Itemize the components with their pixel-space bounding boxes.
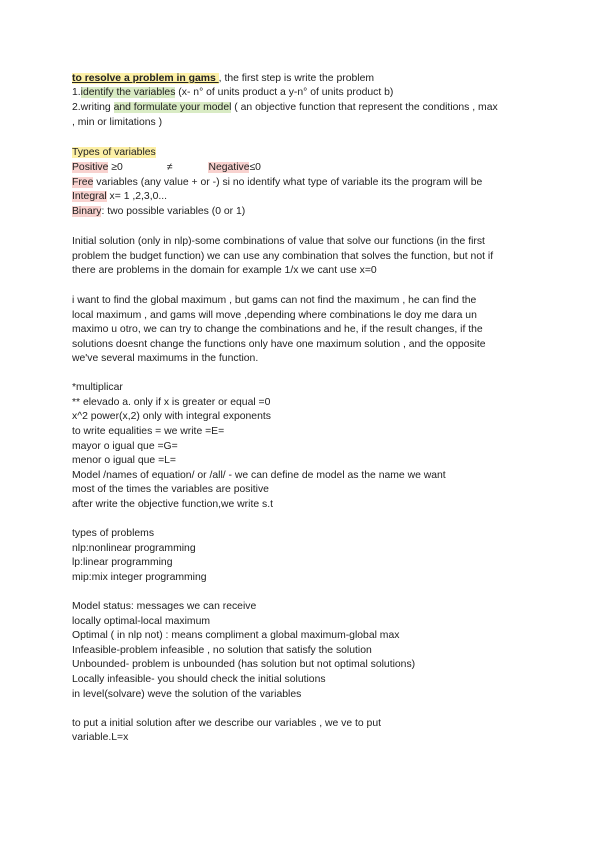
problems-heading: types of problems (72, 528, 155, 539)
problems-nlp: nlp:nonlinear programming (72, 543, 196, 554)
initial-line-2: problem the budget function) we can use any combination that solves the function, but not if (72, 251, 494, 262)
positive-value: ≥0 (108, 162, 123, 173)
global-line-4: solutions doesnt change the functions only have one maximum solution , and the opposite (72, 339, 486, 350)
positive-label: Positive (72, 162, 109, 173)
free-rest: variables (any value + or -) si no identify what type of variable its the program will be (93, 177, 483, 188)
step-1-number: 1. (72, 87, 81, 98)
types-heading-text: Types of variables (72, 147, 156, 158)
global-line-3: maximo u otro, we can try to change the combinations and he, if the result changes, if the (72, 324, 483, 335)
syntax-line-2: ** elevado a. only if x is greater or equal =0 (72, 397, 271, 408)
syntax-line-7: Model /names of equation/ or /all/ - we can define de model as the name we want (72, 470, 446, 481)
status-heading: Model status: messages we can receive (72, 601, 257, 612)
step-2-highlight: and formulate your model (113, 102, 232, 113)
global-line-5: we've several maximums in the function. (72, 353, 259, 364)
negative-value: ≤0 (249, 162, 261, 173)
intro-step-2 (72, 101, 498, 115)
syntax-line-9: after write the objective function,we write s.t (72, 499, 273, 510)
intro-step-2-cont: , min or limitations ) (72, 117, 163, 128)
initial-line-3: there are problems in the domain for example 1/x we cant use x=0 (72, 265, 377, 276)
intro-line-1 (72, 72, 374, 86)
binary-label: Binary (72, 206, 102, 217)
problems-lp: lp:linear programming (72, 557, 173, 568)
problems-mip: mip:mix integer programming (72, 572, 207, 583)
syntax-line-3: x^2 power(x,2) only with integral exponents (72, 411, 271, 422)
syntax-line-6: menor o igual que =L= (72, 455, 176, 466)
syntax-line-5: mayor o igual que =G= (72, 441, 178, 452)
intro-title-rest: , the first step is write the problem (218, 73, 375, 84)
step-2-number: 2.writing (72, 102, 114, 113)
global-line-1: i want to find the global maximum , but gams can not find the maximum , he can find the (72, 295, 477, 306)
final-line-1: to put a initial solution after we describe our variables , we ve to put (72, 718, 381, 729)
status-infeasible: Infeasible-problem infeasible , no solution that satisfy the solution (72, 645, 372, 656)
types-positive-negative (72, 161, 261, 175)
final-line-2: variable.L=x (72, 732, 129, 743)
step-2-rest: ( an objective function that represent the conditions , max (231, 102, 498, 113)
types-free (72, 176, 482, 190)
syntax-line-4: to write equalities = we write =E= (72, 426, 225, 437)
step-1-highlight: identify the variables (80, 87, 176, 98)
syntax-line-1: *multiplicar (72, 382, 123, 393)
initial-line-1: Initial solution (only in nlp)-some combinations of value that solve our functions (in the first (72, 236, 485, 247)
intro-title: to resolve a problem in gams (72, 73, 219, 84)
types-heading (72, 146, 156, 160)
status-level: in level(solvare) weve the solution of the variables (72, 689, 302, 700)
binary-rest: : two possible variables (0 or 1) (101, 206, 246, 217)
free-label: Free (72, 177, 94, 188)
status-local-optimal: locally optimal-local maximum (72, 616, 211, 627)
intro-step-1 (72, 86, 393, 100)
types-binary (72, 205, 245, 219)
status-unbounded: Unbounded- problem is unbounded (has solution but not optimal solutions) (72, 659, 416, 670)
negative-label: Negative (208, 162, 250, 173)
syntax-line-8: most of the times the variables are positive (72, 484, 269, 495)
status-optimal: Optimal ( in nlp not) : means compliment a global maximum-global max (72, 630, 400, 641)
global-line-2: local maximum , and gams will move ,depending where combinations le doy me dara un (72, 310, 477, 321)
status-locally-infeasible: Locally infeasible- you should check the initial solutions (72, 674, 326, 685)
neq-symbol: ≠ (166, 162, 173, 173)
integral-label: Integral (72, 191, 107, 202)
step-1-rest: (x- n° of units product a y-n° of units product b) (175, 87, 394, 98)
integral-rest: x= 1 ,2,3,0... (106, 191, 168, 202)
types-integral (72, 190, 167, 204)
